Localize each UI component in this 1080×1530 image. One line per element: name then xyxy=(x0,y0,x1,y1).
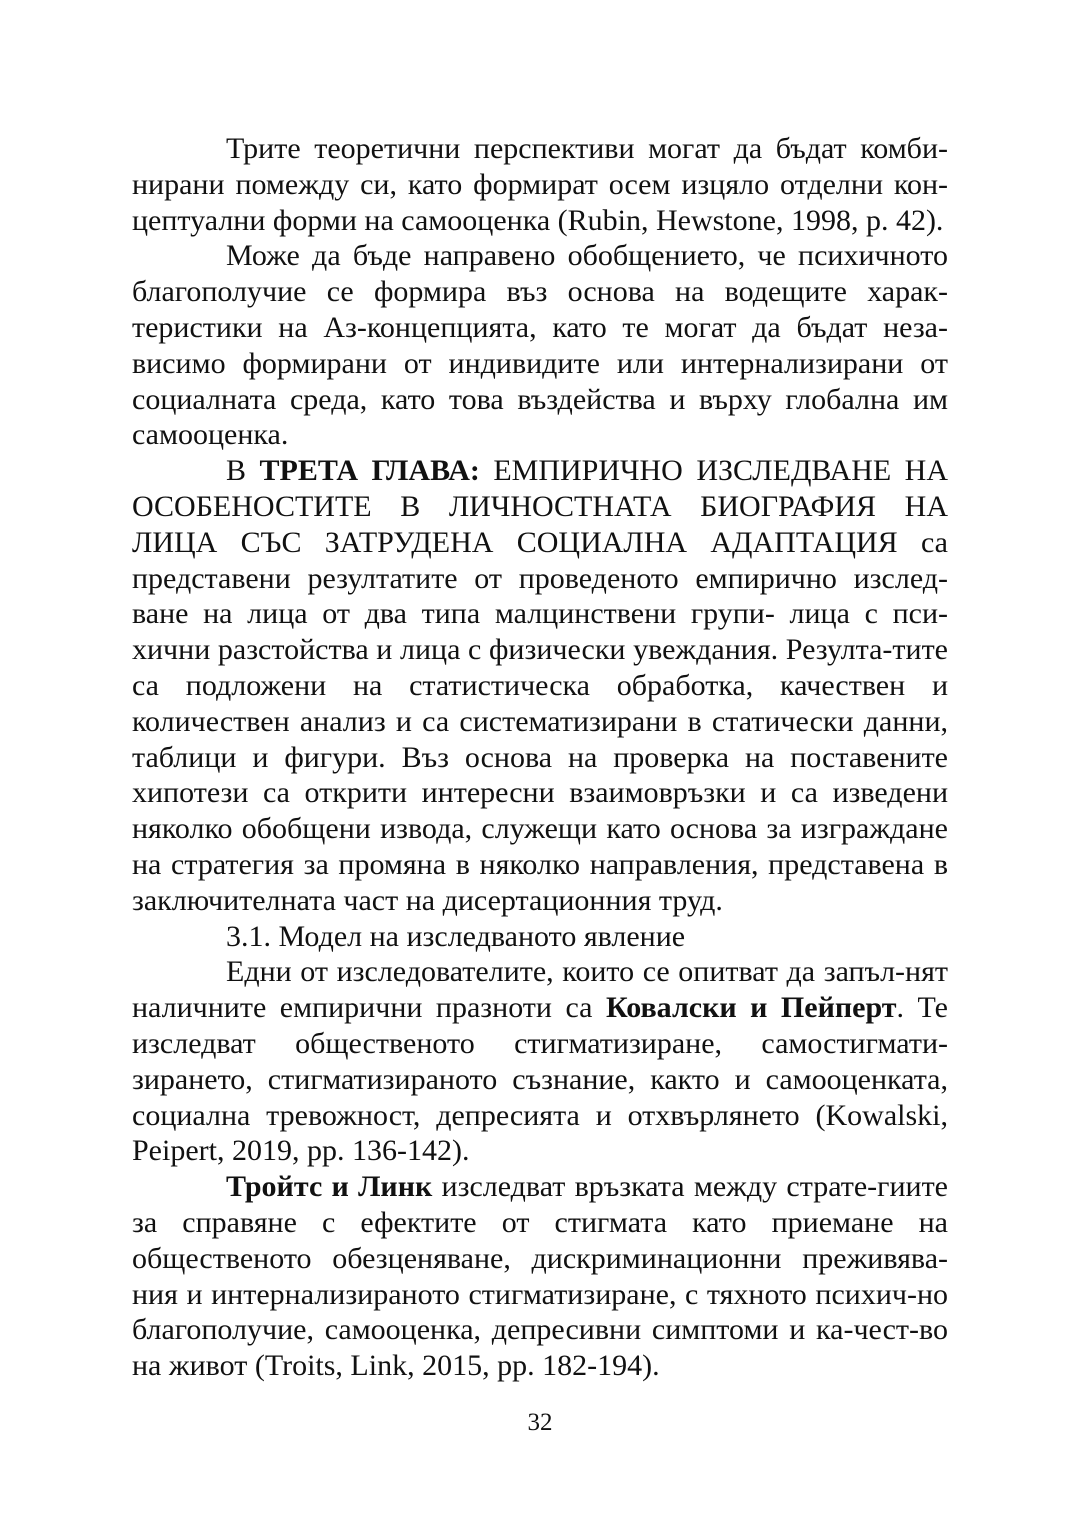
chapter-three-label: ТРЕТА ГЛАВА: xyxy=(259,454,480,488)
paragraph-wellbeing-summary: Може да бъде направено обобщението, че психичното благополучие се формира въз основа на водещите харак-теристики на Аз-концепцията, като те могат да бъдат неза-висимо формирани от индивидите или интернализирани от социалната среда, като това въздейства и върху глобална им самооценка. xyxy=(132,239,948,452)
troits-link-names: Тройтс и Линк xyxy=(226,1170,433,1204)
kowalski-description: . Те изследват общественото стигматизиране, самостигмати-зирането, стигматизираното съзнание, както и самооценката, социална тревожност, депресията и отхвърлянето (Kowalski, Peipert, 2019, pp. 136-142). xyxy=(132,991,948,1168)
paragraph-chapter-three xyxy=(132,453,948,918)
page-number: 32 xyxy=(527,1409,553,1436)
section-heading: 3.1. Модел на изследваното явление xyxy=(226,919,686,953)
troits-link-description: изследват връзката между страте-гиите за справяне с ефектите от стигмата като приемане на общественото обезценяване, дискриминационни преживява-ния и интернализираното стигматизиране, с тяхното психич-но благополучие, самооценка, депресивни симптоми и ка-чест-во на живот (Troits, Link, 2015, pp. 182-194). xyxy=(132,1170,948,1383)
paragraph-troits-link xyxy=(132,1169,948,1384)
chapter-three-description: ЕМПИРИЧНО ИЗСЛЕДВАНЕ НА ОСОБЕНОСТИТЕ В ЛИЧНОСТНАТА БИОГРАФИЯ НА ЛИЦА СЪС ЗАТРУДЕНА СОЦИАЛНА АДАПТАЦИЯ са представени резултатите от проведеното емпирично изслед-ване на лица от два типа малцинствени групи- лица с пси-хични разстойства и лица с физически увеждания. Резулта-тите са подложени на статистическа обработка, качествен и количествен анализ и са систематизирани в статически данни, таблици и фигури. Въз основа на проверка на поставените хипотези са открити интересни взаимовръзки и са изведени няколко обобщени извода, служещи като основа за изграждане на стратегия за промяна в няколко направления, представена в заключителната част на дисертационния труд. xyxy=(132,454,948,917)
kowalski-peipert-names: Ковалски и Пейперт xyxy=(605,991,897,1025)
paragraph-kowalski-peipert xyxy=(132,954,948,1169)
kowalski-lead: Едни от изследователите, които се опитват да запъл-нят наличните емпирични празноти са xyxy=(132,955,948,1025)
chapter-intro-lead: В xyxy=(226,454,260,488)
document-body xyxy=(132,131,948,1384)
paragraph-self-esteem-forms: Трите теоретични перспективи могат да бъдат комби-нирани помежду си, като формират осем изцяло отделни кон-цептуални форми на самооценка (Rubin, Hewstone, 1998, p. 42). xyxy=(132,132,948,237)
